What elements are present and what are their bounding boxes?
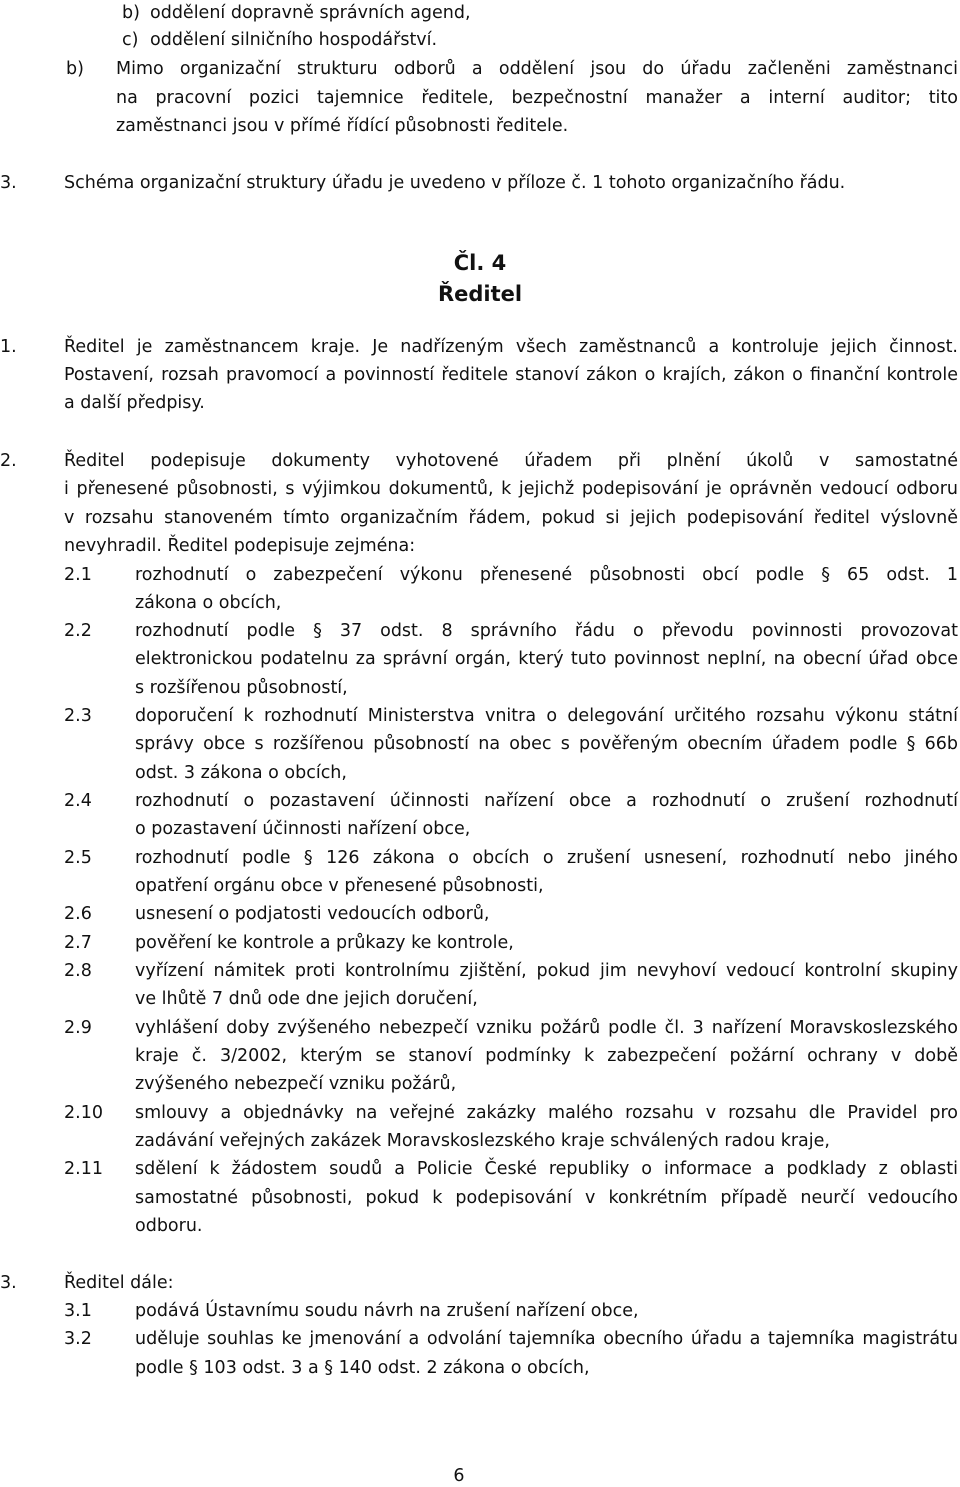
- subitem-number: 2.2: [64, 621, 92, 641]
- subitem-line: ve lhůtě 7 dnů ode dne jejich doručení,: [135, 989, 478, 1009]
- list-label-b: b): [122, 3, 140, 23]
- subitem-line: sdělení k žádostem soudů a Policie České republiky o informace a podklady z oblasti: [135, 1159, 958, 1179]
- subitem-line: vyřízení námitek proti kontrolnímu zjištění, pokud jim nevyhoví vedoucí kontrolní skupiny: [135, 961, 958, 981]
- p2-number: 2.: [0, 451, 17, 471]
- list-label-c: c): [122, 30, 139, 50]
- subitem-line: rozhodnutí o zabezpečení výkonu přenesené působnosti obcí podle § 65 odst. 1: [135, 565, 958, 585]
- subitem-line: zákona o obcích,: [135, 593, 282, 613]
- subitem-number: 2.7: [64, 933, 92, 953]
- subitem-number: 2.10: [64, 1103, 103, 1123]
- p3-number: 3.: [0, 1273, 17, 1293]
- page-number: 6: [453, 1466, 465, 1486]
- subitem-line: zvýšeného nebezpečí vzniku požárů,: [135, 1074, 457, 1094]
- item3-text: Schéma organizační struktury úřadu je uvedeno v příloze č. 1 tohoto organizačního řádu.: [64, 173, 846, 193]
- subitem-line: podává Ústavnímu soudu návrh na zrušení nařízení obce,: [135, 1301, 639, 1321]
- subitem-number: 2.9: [64, 1018, 92, 1038]
- list-text-b: oddělení dopravně správních agend,: [150, 3, 471, 23]
- subitem-line: zadávání veřejných zakázek Moravskoslezského kraje schválených radou kraje,: [135, 1131, 830, 1151]
- subitem-number: 2.4: [64, 791, 92, 811]
- subitem-line: usnesení o podjatosti vedoucích odborů,: [135, 904, 490, 924]
- para-b-line: na pracovní pozici tajemnice ředitele, bezpečnostní manažer a interní auditor; tito: [116, 88, 958, 108]
- subitem-line: uděluje souhlas ke jmenování a odvolání tajemníka obecního úřadu a tajemníka magistrátu: [135, 1329, 958, 1349]
- subitem-line: smlouvy a objednávky na veřejné zakázky malého rozsahu v rozsahu dle Pravidel pro: [135, 1103, 958, 1123]
- item3-number: 3.: [0, 173, 17, 193]
- p2-line: Ředitel podepisuje dokumenty vyhotovené úřadem při plnění úkolů v samostatné: [64, 451, 958, 471]
- subitem-line: správy obce s rozšířenou působností na obec s pověřeným obecním úřadem podle § 66b: [135, 734, 958, 754]
- p1-number: 1.: [0, 337, 17, 357]
- subitem-number: 2.3: [64, 706, 92, 726]
- p2-line: nevyhradil. Ředitel podepisuje zejména:: [64, 536, 416, 556]
- subitem-line: elektronickou podatelnu za správní orgán, který tuto povinnost neplní, na obecní úřad obce: [135, 649, 958, 669]
- subitem-line: doporučení k rozhodnutí Ministerstva vnitra o delegování určitého rozsahu výkonu státní: [135, 706, 958, 726]
- subitem-line: vyhlášení doby zvýšeného nebezpečí vzniku požárů podle čl. 3 nařízení Moravskoslezského: [135, 1018, 958, 1038]
- subitem-line: odst. 3 zákona o obcích,: [135, 763, 347, 783]
- subitem-number: 2.11: [64, 1159, 103, 1179]
- list-text-c: oddělení silničního hospodářství.: [150, 30, 438, 50]
- para-b-line: zaměstnanci jsou v přímé řídící působnosti ředitele.: [116, 116, 569, 136]
- p2-line: i přenesené působnosti, s výjimkou dokumentů, k jejichž podepisování je oprávněn vedoucí odboru: [64, 479, 958, 499]
- subitem-number: 2.1: [64, 565, 92, 585]
- p3-text: Ředitel dále:: [64, 1273, 174, 1293]
- subitem-number: 2.8: [64, 961, 92, 981]
- subitem-line: podle § 103 odst. 3 a § 140 odst. 2 zákona o obcích,: [135, 1358, 590, 1378]
- subitem-line: rozhodnutí podle § 126 zákona o obcích o zrušení usnesení, rozhodnutí nebo jiného: [135, 848, 958, 868]
- article-title: Ředitel: [437, 282, 523, 306]
- subitem-number: 3.1: [64, 1301, 92, 1321]
- para-b-label: b): [66, 59, 84, 79]
- subitem-number: 3.2: [64, 1329, 92, 1349]
- p1-line: Ředitel je zaměstnancem kraje. Je nadřízeným všech zaměstnanců a kontroluje jejich činnost.: [64, 337, 958, 357]
- subitem-number: 2.5: [64, 848, 92, 868]
- p2-line: v rozsahu stanoveném tímto organizačním řádem, pokud si jejich podepisování ředitel výslovně: [64, 508, 958, 528]
- subitem-line: rozhodnutí o pozastavení účinnosti nařízení obce a rozhodnutí o zrušení rozhodnutí: [135, 791, 958, 811]
- article-number: Čl. 4: [453, 251, 507, 275]
- subitem-line: kraje č. 3/2002, kterým se stanoví podmínky k zabezpečení požární ochrany v době: [135, 1046, 958, 1066]
- subitem-line: s rozšířenou působností,: [135, 678, 348, 698]
- subitem-line: samostatné působnosti, pokud k podepisování v konkrétním případě neurčí vedoucího: [135, 1188, 958, 1208]
- subitem-line: opatření orgánu obce v přenesené působnosti,: [135, 876, 544, 896]
- p1-line: a další předpisy.: [64, 393, 205, 413]
- subitem-number: 2.6: [64, 904, 92, 924]
- subitem-line: pověření ke kontrole a průkazy ke kontrole,: [135, 933, 514, 953]
- subitem-line: o pozastavení účinnosti nařízení obce,: [135, 819, 471, 839]
- p1-line: Postavení, rozsah pravomocí a povinností ředitele stanoví zákon o krajích, zákon o finanční kontrole: [64, 365, 958, 385]
- subitem-line: odboru.: [135, 1216, 203, 1236]
- para-b-line: Mimo organizační strukturu odborů a oddělení jsou do úřadu začleněni zaměstnanci: [116, 59, 958, 79]
- subitem-line: rozhodnutí podle § 37 odst. 8 správního řádu o převodu povinnosti provozovat: [135, 621, 958, 641]
